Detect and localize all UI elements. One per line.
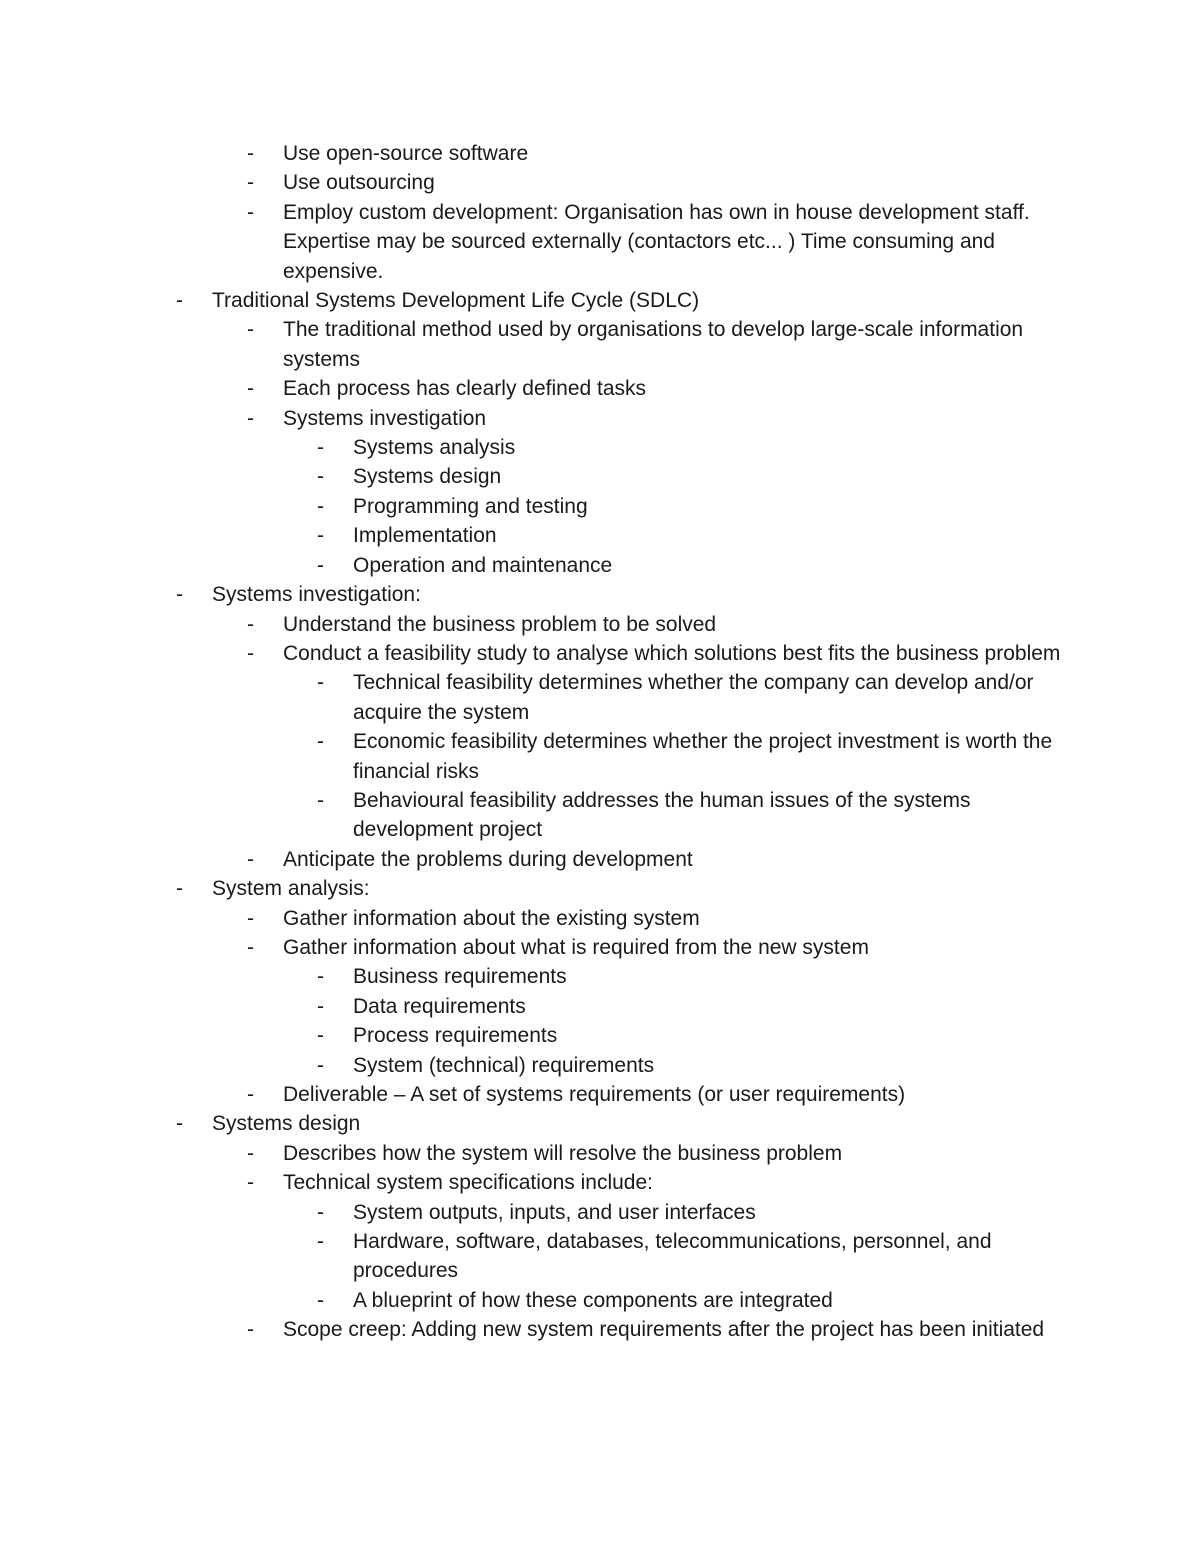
list-item-text: Traditional Systems Development Life Cycle (SDLC) (212, 289, 700, 313)
list-item-text: Technical feasibility determines whether the company can develop and/or acquire the system (353, 671, 1034, 724)
list-item-text: Systems design (212, 1112, 361, 1136)
list-item-text: Conduct a feasibility study to analyse which solutions best fits the business problem (283, 641, 1061, 665)
list-item-text: Technical system specifications include: (283, 1171, 654, 1195)
list-item-text: System outputs, inputs, and user interfaces (353, 1200, 756, 1224)
dash-bullet-icon: - (317, 965, 324, 989)
list-item (0, 1227, 1200, 1286)
list-item (0, 315, 1200, 374)
list-item-text: Employ custom development: Organisation has own in house development staff. Expertise may be sourced externally (contactors etc... ) Time consuming and expensive. (283, 200, 1030, 283)
list-item-text: Systems investigation: (212, 583, 421, 607)
list-item (0, 1168, 1200, 1197)
list-item-text: Anticipate the problems during development (283, 847, 693, 871)
list-item (0, 286, 1200, 315)
list-item (0, 492, 1200, 521)
list-item-text: Systems analysis (353, 436, 516, 460)
dash-bullet-icon: - (247, 1171, 254, 1195)
list-item (0, 168, 1200, 197)
dash-bullet-icon: - (247, 935, 254, 959)
list-item (0, 1139, 1200, 1168)
list-item (0, 139, 1200, 168)
bullet-outline (0, 139, 1200, 1345)
dash-bullet-icon: - (317, 671, 324, 695)
list-item (0, 1315, 1200, 1344)
dash-bullet-icon: - (317, 494, 324, 518)
dash-bullet-icon: - (317, 524, 324, 548)
list-item (0, 962, 1200, 991)
list-item-text: Deliverable – A set of systems requirements (or user requirements) (283, 1083, 906, 1106)
dash-bullet-icon: - (176, 1112, 183, 1136)
list-item (0, 1021, 1200, 1050)
list-item (0, 1051, 1200, 1080)
list-item (0, 1198, 1200, 1227)
list-item (0, 992, 1200, 1021)
dash-bullet-icon: - (317, 1230, 324, 1254)
list-item (0, 462, 1200, 491)
list-item-text: Use open-source software (283, 142, 529, 165)
list-item (0, 610, 1200, 639)
dash-bullet-icon: - (247, 1083, 254, 1106)
dash-bullet-icon: - (247, 612, 254, 636)
list-item-text: Behavioural feasibility addresses the human issues of the systems development project (353, 788, 971, 842)
dash-bullet-icon: - (247, 171, 254, 195)
list-item (0, 874, 1200, 903)
list-item-text: Economic feasibility determines whether the project investment is worth the financial risks (353, 730, 1053, 783)
list-item-text: Gather information about what is required from the new system (283, 935, 869, 959)
dash-bullet-icon: - (317, 1200, 324, 1224)
dash-bullet-icon: - (247, 906, 254, 930)
list-item-text: Gather information about the existing system (283, 906, 700, 930)
dash-bullet-icon: - (247, 847, 254, 871)
list-item-text: Scope creep: Adding new system requirements after the project has been initiated (283, 1318, 1045, 1342)
dash-bullet-icon: - (176, 877, 183, 901)
list-item-text: Programming and testing (353, 494, 588, 518)
list-item (0, 374, 1200, 403)
list-item-text: A blueprint of how these components are integrated (353, 1288, 833, 1312)
list-item (0, 668, 1200, 727)
list-item (0, 727, 1200, 786)
dash-bullet-icon: - (247, 1318, 254, 1342)
dash-bullet-icon: - (317, 553, 324, 577)
list-item-text: Systems design (353, 465, 502, 489)
dash-bullet-icon: - (317, 436, 324, 460)
list-item (0, 521, 1200, 550)
dash-bullet-icon: - (317, 465, 324, 489)
list-item (0, 1109, 1200, 1138)
dash-bullet-icon: - (317, 730, 324, 754)
list-item-text: System (technical) requirements (353, 1053, 655, 1077)
list-item-text: Data requirements (353, 994, 526, 1018)
document-page (0, 139, 1200, 1345)
dash-bullet-icon: - (247, 406, 254, 430)
dash-bullet-icon: - (247, 641, 254, 665)
list-item-text: Systems investigation (283, 406, 487, 430)
list-item-text: Business requirements (353, 965, 567, 989)
dash-bullet-icon: - (317, 1024, 324, 1048)
list-item (0, 433, 1200, 462)
list-item (0, 904, 1200, 933)
list-item-text: Describes how the system will resolve the business problem (283, 1141, 843, 1165)
dash-bullet-icon: - (247, 1141, 254, 1165)
list-item (0, 551, 1200, 580)
list-item-text: The traditional method used by organisations to develop large-scale information systems (283, 318, 1024, 371)
dash-bullet-icon: - (247, 200, 254, 224)
list-item (0, 786, 1200, 845)
list-item (0, 1080, 1200, 1109)
dash-bullet-icon: - (317, 788, 324, 812)
list-item-text: Understand the business problem to be solved (283, 612, 717, 636)
list-item (0, 639, 1200, 668)
dash-bullet-icon: - (247, 142, 254, 165)
dash-bullet-icon: - (176, 289, 183, 313)
list-item (0, 1286, 1200, 1315)
list-item (0, 933, 1200, 962)
list-item (0, 404, 1200, 433)
dash-bullet-icon: - (247, 318, 254, 342)
list-item-text: Hardware, software, databases, telecommunications, personnel, and procedures (353, 1230, 992, 1283)
dash-bullet-icon: - (317, 994, 324, 1018)
list-item-text: System analysis: (212, 877, 370, 901)
list-item (0, 580, 1200, 609)
dash-bullet-icon: - (176, 583, 183, 607)
list-item-text: Each process has clearly defined tasks (283, 377, 647, 401)
dash-bullet-icon: - (247, 377, 254, 401)
dash-bullet-icon: - (317, 1053, 324, 1077)
list-item (0, 845, 1200, 874)
list-item-text: Process requirements (353, 1024, 558, 1048)
list-item-text: Implementation (353, 524, 497, 548)
dash-bullet-icon: - (317, 1288, 324, 1312)
list-item-text: Use outsourcing (283, 171, 435, 195)
list-item (0, 198, 1200, 286)
list-item-text: Operation and maintenance (353, 553, 613, 577)
